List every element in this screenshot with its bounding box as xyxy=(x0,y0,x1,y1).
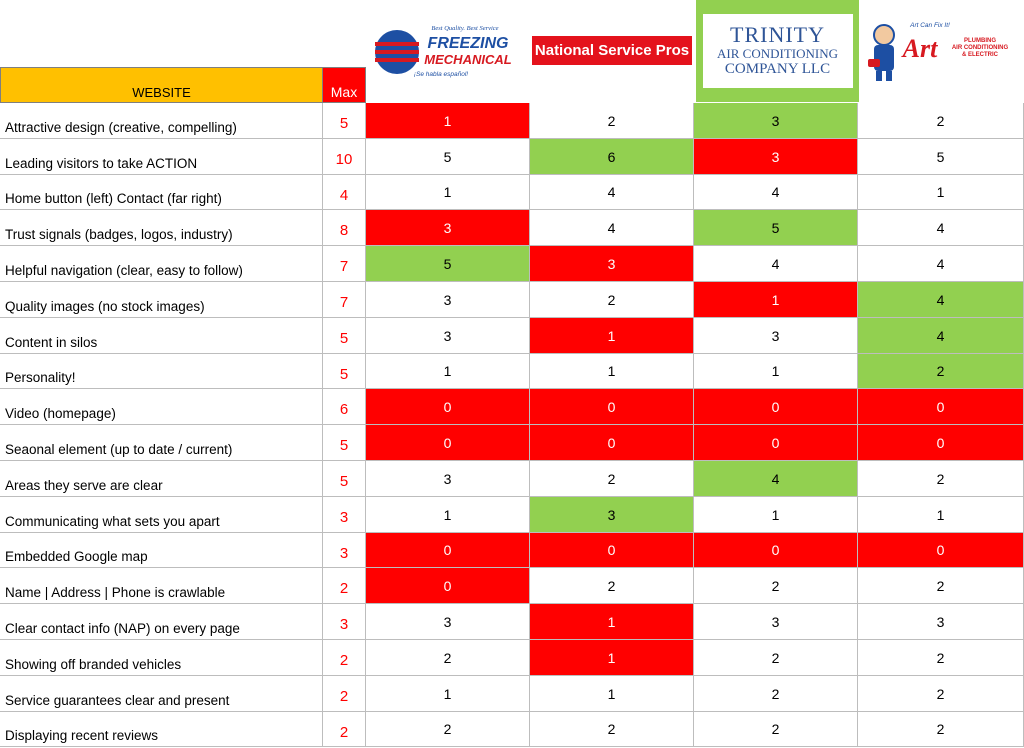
score-cell: 0 xyxy=(366,389,530,425)
criterion-label: Areas they serve are clear xyxy=(0,461,323,497)
score-cell: 0 xyxy=(366,425,530,461)
trinity-line1: TRINITY xyxy=(730,22,825,47)
max-score: 5 xyxy=(323,461,366,497)
score-cell: 0 xyxy=(858,389,1024,425)
score-cell: 2 xyxy=(530,282,694,318)
score-cell: 2 xyxy=(694,676,858,712)
freezing-subtag: ¡Se habla español! xyxy=(413,71,469,78)
max-score: 2 xyxy=(323,568,366,604)
score-cell: 1 xyxy=(530,676,694,712)
criterion-label: Showing off branded vehicles xyxy=(0,640,323,676)
score-cell: 0 xyxy=(366,533,530,568)
max-score: 6 xyxy=(323,389,366,425)
score-cell: 2 xyxy=(530,712,694,747)
score-cell: 2 xyxy=(366,712,530,747)
art-tagline: Art Can Fix It! xyxy=(910,22,950,29)
score-cell: 0 xyxy=(858,425,1024,461)
score-cell: 4 xyxy=(858,210,1024,246)
score-cell: 5 xyxy=(858,139,1024,175)
score-cell: 3 xyxy=(366,210,530,246)
criterion-label: Service guarantees clear and present xyxy=(0,676,323,712)
max-score: 2 xyxy=(323,640,366,676)
score-cell: 3 xyxy=(694,103,858,139)
score-cell: 3 xyxy=(366,318,530,354)
score-cell: 1 xyxy=(366,103,530,139)
score-cell: 1 xyxy=(366,676,530,712)
score-cell: 1 xyxy=(530,318,694,354)
score-cell: 4 xyxy=(530,210,694,246)
art-logo xyxy=(860,0,1024,100)
freezing-mechanical-logo-icon xyxy=(369,18,529,82)
score-cell: 3 xyxy=(530,497,694,533)
score-cell: 2 xyxy=(858,461,1024,497)
trinity-logo xyxy=(696,0,859,102)
score-cell: 3 xyxy=(366,604,530,640)
score-cell: 0 xyxy=(366,568,530,604)
score-cell: 2 xyxy=(366,640,530,676)
score-cell: 4 xyxy=(858,246,1024,282)
trinity-line2: AIR CONDITIONING xyxy=(717,46,838,61)
max-score: 4 xyxy=(323,175,366,210)
score-cell: 1 xyxy=(530,604,694,640)
criterion-label: Seaonal element (up to date / current) xyxy=(0,425,323,461)
score-cell: 2 xyxy=(858,676,1024,712)
national-service-pros-logo xyxy=(532,0,692,100)
criterion-label: Attractive design (creative, compelling) xyxy=(0,103,323,139)
max-score: 7 xyxy=(323,282,366,318)
score-cell: 3 xyxy=(694,604,858,640)
score-cell: 3 xyxy=(530,246,694,282)
score-cell: 2 xyxy=(530,461,694,497)
svg-text:FREEZING: FREEZING xyxy=(427,35,509,52)
score-cell: 4 xyxy=(694,246,858,282)
criterion-label: Name | Address | Phone is crawlable xyxy=(0,568,323,604)
criterion-label: Embedded Google map xyxy=(0,533,323,568)
svg-text:MECHANICAL: MECHANICAL xyxy=(424,52,512,67)
max-score: 7 xyxy=(323,246,366,282)
art-mascot-icon xyxy=(862,15,1022,85)
score-cell: 2 xyxy=(694,568,858,604)
score-cell: 2 xyxy=(530,568,694,604)
max-score: 3 xyxy=(323,533,366,568)
criterion-label: Video (homepage) xyxy=(0,389,323,425)
score-cell: 2 xyxy=(694,712,858,747)
score-cell: 0 xyxy=(858,533,1024,568)
freezing-mechanical-logo xyxy=(368,0,530,100)
freezing-tagline: Best Quality. Best Service xyxy=(431,25,499,32)
max-score: 3 xyxy=(323,497,366,533)
score-cell: 0 xyxy=(694,389,858,425)
score-cell: 1 xyxy=(366,175,530,210)
score-cell: 5 xyxy=(366,246,530,282)
score-cell: 1 xyxy=(694,497,858,533)
score-cell: 2 xyxy=(858,712,1024,747)
criterion-label: Home button (left) Contact (far right) xyxy=(0,175,323,210)
max-score: 5 xyxy=(323,354,366,389)
score-cell: 3 xyxy=(366,282,530,318)
score-cell: 2 xyxy=(858,103,1024,139)
score-cell: 1 xyxy=(366,354,530,389)
max-score: 5 xyxy=(323,103,366,139)
max-score: 8 xyxy=(323,210,366,246)
score-cell: 6 xyxy=(530,139,694,175)
max-score: 5 xyxy=(323,318,366,354)
max-header: Max xyxy=(323,67,366,103)
svg-text:Art: Art xyxy=(902,34,938,63)
max-score: 2 xyxy=(323,712,366,747)
score-cell: 0 xyxy=(530,389,694,425)
score-cell: 3 xyxy=(858,604,1024,640)
score-cell: 2 xyxy=(858,640,1024,676)
criterion-label: Displaying recent reviews xyxy=(0,712,323,747)
max-score: 5 xyxy=(323,425,366,461)
score-cell: 1 xyxy=(858,175,1024,210)
score-cell: 4 xyxy=(694,175,858,210)
criterion-label: Personality! xyxy=(0,354,323,389)
score-cell: 5 xyxy=(694,210,858,246)
score-cell: 1 xyxy=(694,354,858,389)
score-cell: 3 xyxy=(694,139,858,175)
score-cell: 1 xyxy=(366,497,530,533)
criterion-label: Quality images (no stock images) xyxy=(0,282,323,318)
national-service-pros-label: National Service Pros xyxy=(532,36,692,65)
score-cell: 1 xyxy=(530,640,694,676)
score-cell: 3 xyxy=(366,461,530,497)
score-cell: 1 xyxy=(530,354,694,389)
score-cell: 2 xyxy=(858,354,1024,389)
score-cell: 5 xyxy=(366,139,530,175)
score-cell: 0 xyxy=(694,533,858,568)
max-score: 10 xyxy=(323,139,366,175)
score-cell: 1 xyxy=(858,497,1024,533)
score-cell: 3 xyxy=(694,318,858,354)
max-score: 2 xyxy=(323,676,366,712)
criterion-label: Communicating what sets you apart xyxy=(0,497,323,533)
logo-row xyxy=(366,0,1024,102)
score-cell: 2 xyxy=(694,640,858,676)
criterion-label: Leading visitors to take ACTION xyxy=(0,139,323,175)
score-cell: 0 xyxy=(530,425,694,461)
score-cell: 0 xyxy=(694,425,858,461)
score-cell: 2 xyxy=(858,568,1024,604)
art-line3: & ELECTRIC xyxy=(962,52,998,58)
max-score: 3 xyxy=(323,604,366,640)
art-line2: AIR CONDITIONING xyxy=(951,45,1009,51)
trinity-line3: COMPANY LLC xyxy=(724,61,831,77)
score-cell: 2 xyxy=(530,103,694,139)
website-header: WEBSITE xyxy=(0,67,323,103)
criterion-label: Clear contact info (NAP) on every page xyxy=(0,604,323,640)
art-line1: PLUMBING xyxy=(964,38,996,44)
score-cell: 4 xyxy=(530,175,694,210)
score-cell: 4 xyxy=(694,461,858,497)
criterion-label: Helpful navigation (clear, easy to follow) xyxy=(0,246,323,282)
score-cell: 4 xyxy=(858,318,1024,354)
criterion-label: Trust signals (badges, logos, industry) xyxy=(0,210,323,246)
score-cell: 4 xyxy=(858,282,1024,318)
score-cell: 0 xyxy=(530,533,694,568)
criterion-label: Content in silos xyxy=(0,318,323,354)
score-cell: 1 xyxy=(694,282,858,318)
